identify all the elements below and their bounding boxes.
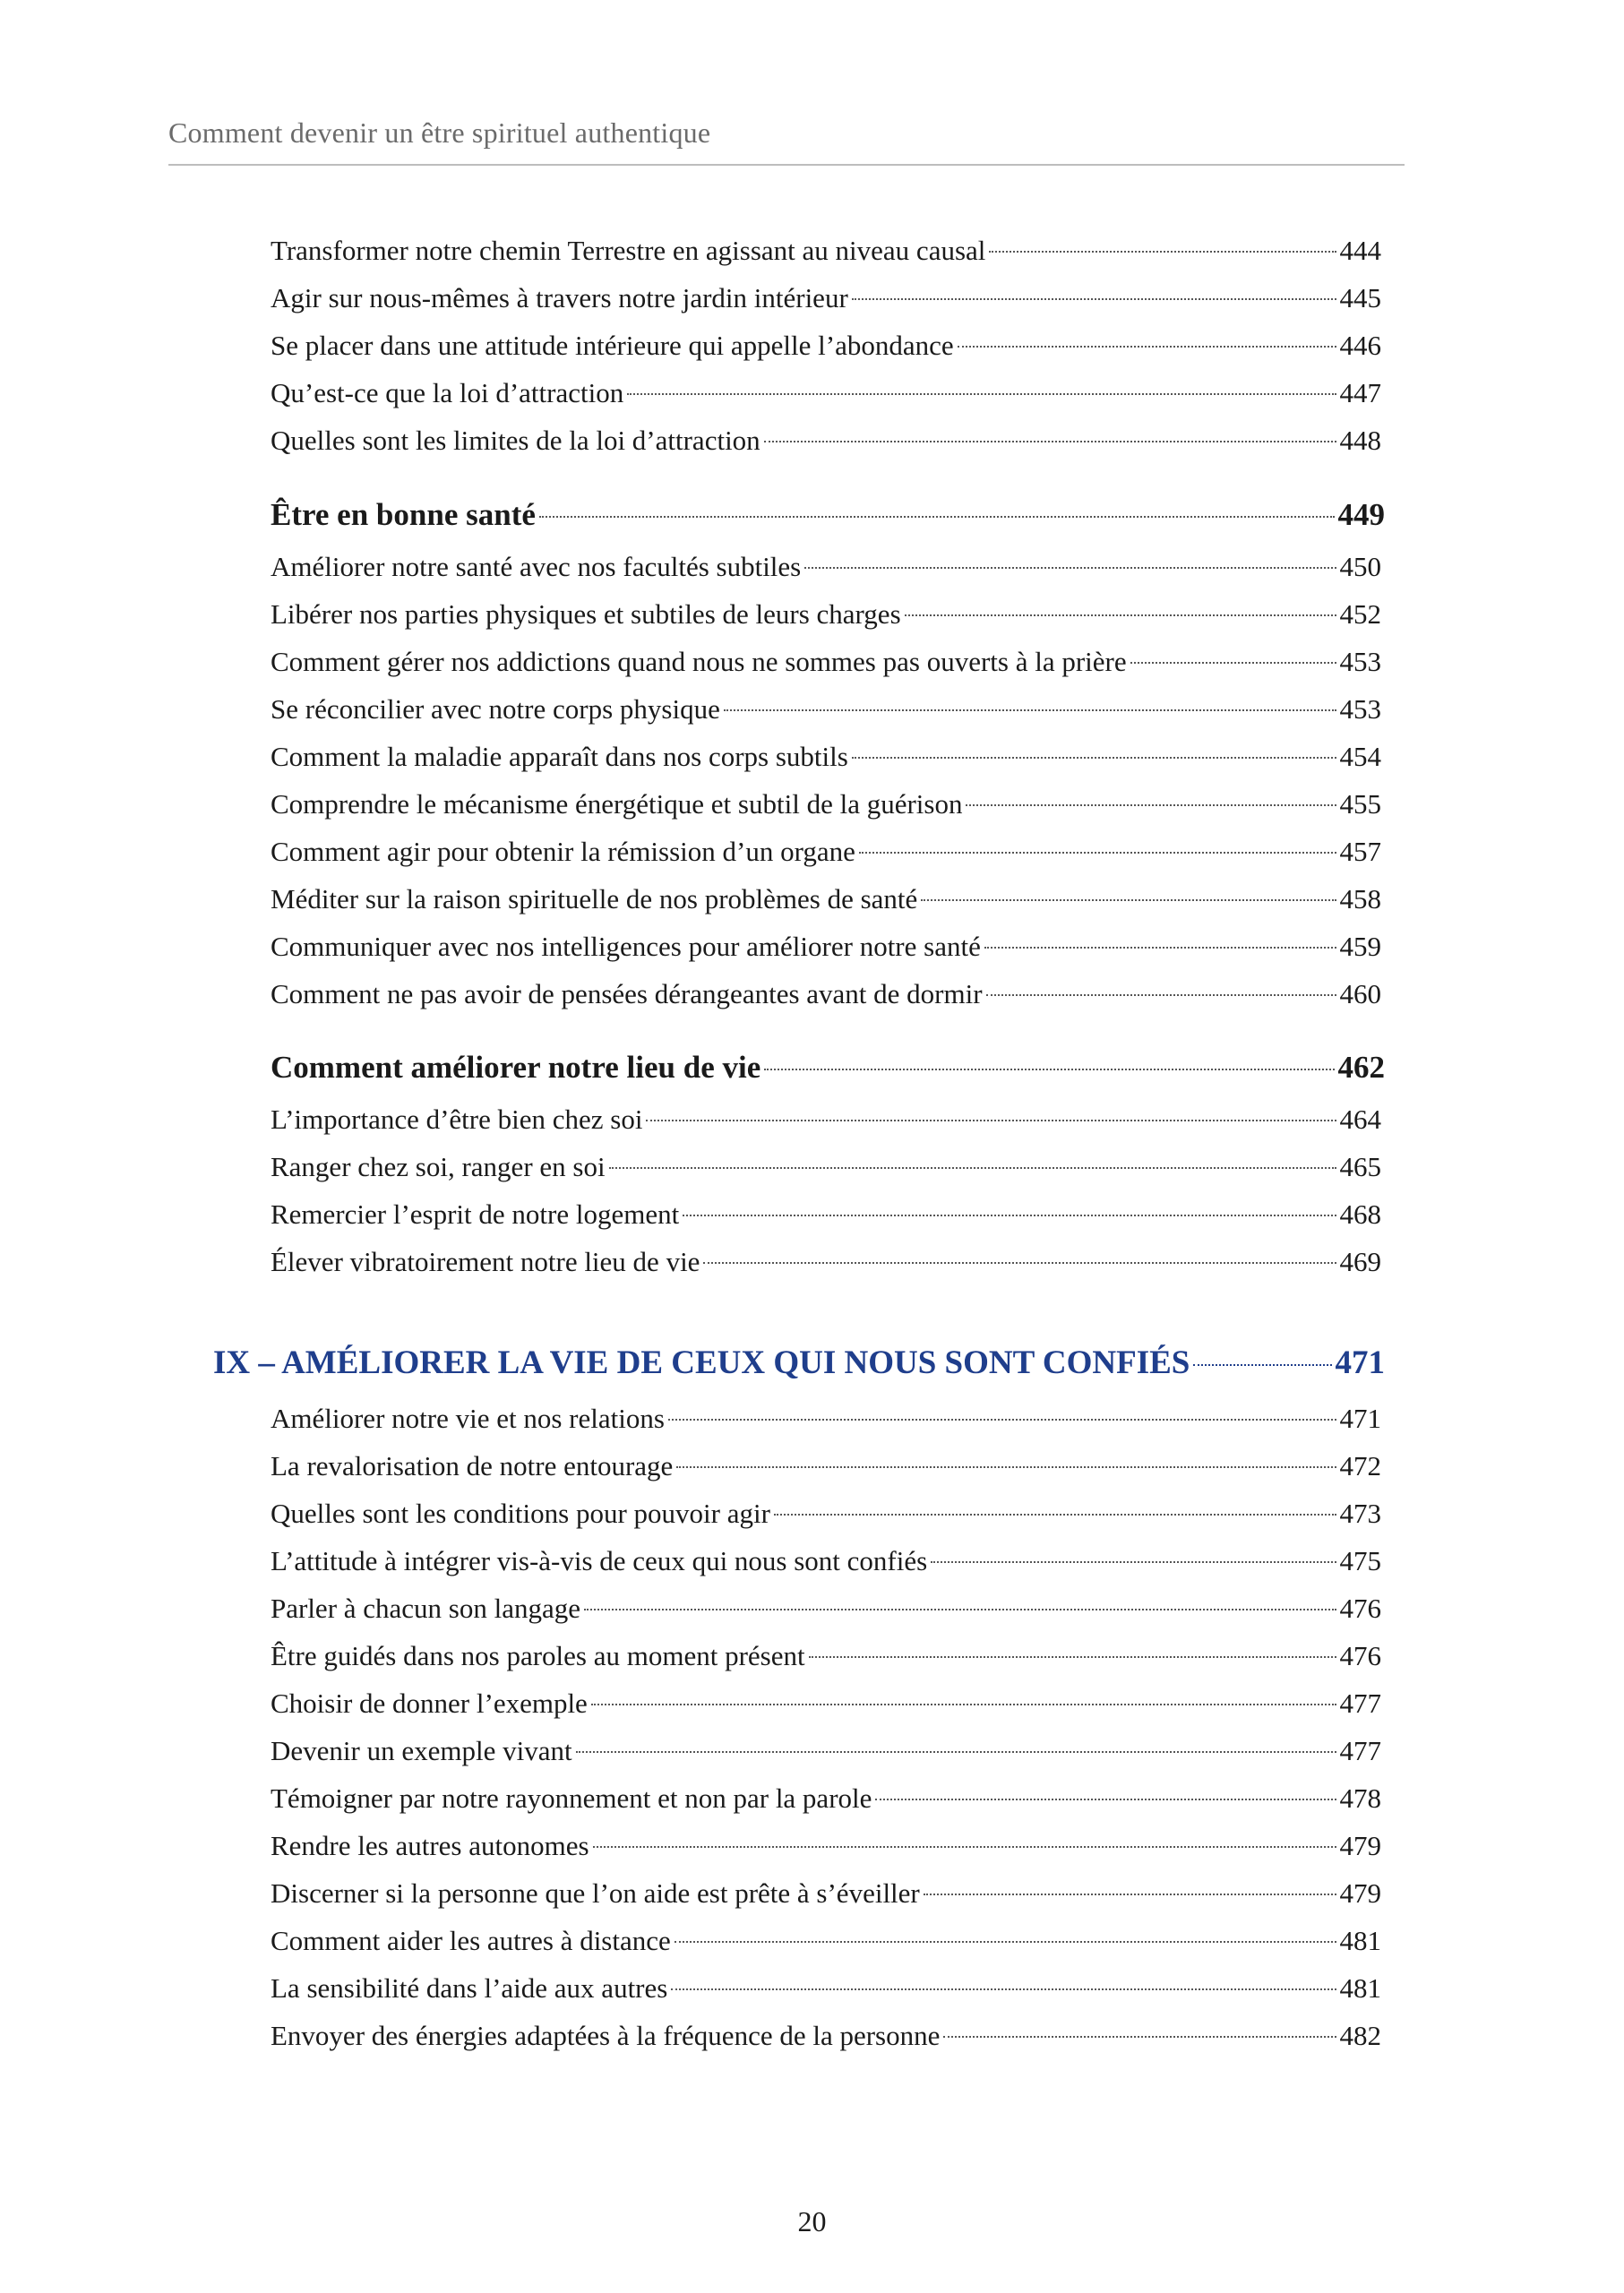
toc-entry-title: Envoyer des énergies adaptées à la fréquence de la personne — [271, 2020, 941, 2051]
toc-entry[interactable] — [271, 377, 1381, 424]
toc-entry-page: 476 — [1339, 1640, 1381, 1671]
toc-dot-leader — [921, 899, 1336, 901]
page-number: 20 — [797, 2205, 827, 2237]
toc-entry-page: 444 — [1339, 235, 1381, 266]
toc-entry[interactable] — [271, 1151, 1381, 1198]
toc-dot-leader — [875, 1799, 1336, 1800]
toc-entry-title: Comment gérer nos addictions quand nous ne sommes pas ouverts à la prière — [271, 646, 1127, 677]
toc-entry[interactable] — [271, 1403, 1381, 1449]
toc-entry[interactable] — [271, 425, 1381, 471]
toc-dot-leader — [539, 516, 1335, 518]
toc-entry-title: Témoigner par notre rayonnement et non par la parole — [271, 1782, 872, 1814]
toc-dot-leader — [852, 298, 1336, 300]
toc-section-title: Comment améliorer notre lieu de vie — [271, 1050, 761, 1085]
toc-entry[interactable] — [271, 1246, 1381, 1292]
toc-dot-leader — [859, 852, 1336, 854]
toc-entry-title: Se réconcilier avec notre corps physique — [271, 693, 720, 725]
toc-entry-page: 468 — [1339, 1198, 1381, 1230]
toc-entry[interactable] — [271, 646, 1381, 692]
toc-entry-page: 460 — [1339, 978, 1381, 1009]
toc-dot-leader — [924, 1894, 1336, 1895]
toc-section-page: 462 — [1337, 1050, 1385, 1085]
toc-dot-leader — [683, 1215, 1336, 1216]
toc-dot-leader — [676, 1466, 1336, 1468]
toc-entry-page: 477 — [1339, 1688, 1381, 1719]
toc-entry-page: 478 — [1339, 1782, 1381, 1814]
toc-entry[interactable] — [271, 1782, 1381, 1829]
toc-entry-title: Améliorer notre santé avec nos facultés subtiles — [271, 551, 802, 582]
toc-entry[interactable] — [271, 1830, 1381, 1876]
toc-entry-title: Méditer sur la raison spirituelle de nos problèmes de santé — [271, 883, 918, 915]
toc-section-heading[interactable] — [271, 497, 1385, 547]
toc-dot-leader — [627, 393, 1336, 395]
toc-dot-leader — [609, 1167, 1336, 1169]
toc-dot-leader — [989, 251, 1336, 253]
toc-section-page: 449 — [1337, 497, 1385, 532]
toc-entry-page: 445 — [1339, 282, 1381, 313]
toc-dot-leader — [1193, 1364, 1331, 1366]
toc-dot-leader — [986, 994, 1336, 996]
toc-entry-page: 481 — [1339, 1925, 1381, 1956]
toc-entry-page: 481 — [1339, 1972, 1381, 2004]
toc-entry-title: Élever vibratoirement notre lieu de vie — [271, 1246, 700, 1277]
toc-entry-page: 446 — [1339, 330, 1381, 361]
toc-entry-title: Remercier l’esprit de notre logement — [271, 1198, 680, 1230]
toc-dot-leader — [576, 1751, 1336, 1753]
toc-entry[interactable] — [271, 1925, 1381, 1971]
toc-entry[interactable] — [271, 1877, 1381, 1924]
toc-dot-leader — [852, 757, 1336, 759]
toc-entry-title: Agir sur nous-mêmes à travers notre jardin intérieur — [271, 282, 848, 313]
toc-entry[interactable] — [271, 1498, 1381, 1544]
toc-dot-leader — [646, 1120, 1336, 1121]
toc-entry-page: 450 — [1339, 551, 1381, 582]
toc-entry-page: 452 — [1339, 598, 1381, 630]
toc-entry-page: 479 — [1339, 1830, 1381, 1861]
toc-entry-title: Libérer nos parties physiques et subtiles de leurs charges — [271, 598, 901, 630]
toc-chapter-heading[interactable] — [213, 1344, 1385, 1397]
toc-entry[interactable] — [271, 598, 1381, 645]
toc-entry-page: 473 — [1339, 1498, 1381, 1529]
toc-entry-title: Se placer dans une attitude intérieure qui appelle l’abondance — [271, 330, 954, 361]
toc-entry-page: 477 — [1339, 1735, 1381, 1766]
toc-entry[interactable] — [271, 1450, 1381, 1497]
toc-dot-leader — [593, 1846, 1336, 1848]
toc-dot-leader — [1130, 662, 1336, 664]
toc-dot-leader — [905, 614, 1336, 616]
toc-entry-page: 469 — [1339, 1246, 1381, 1277]
toc-entry-title: Discerner si la personne que l’on aide est prête à s’éveiller — [271, 1877, 920, 1909]
toc-entry-page: 455 — [1339, 788, 1381, 820]
toc-section-title: Être en bonne santé — [271, 497, 536, 532]
toc-entry[interactable] — [271, 836, 1381, 882]
toc-entry[interactable] — [271, 1972, 1381, 2019]
toc-dot-leader — [675, 1941, 1336, 1943]
toc-entry[interactable] — [271, 282, 1381, 329]
toc-dot-leader — [774, 1514, 1336, 1516]
toc-entry[interactable] — [271, 788, 1381, 835]
toc-entry-page: 453 — [1339, 693, 1381, 725]
toc-entry-title: Comment aider les autres à distance — [271, 1925, 671, 1956]
toc-entry[interactable] — [271, 551, 1381, 597]
running-header-title: Comment devenir un être spirituel authentique — [168, 116, 711, 149]
toc-entry[interactable] — [271, 931, 1381, 977]
toc-entry[interactable] — [271, 1545, 1381, 1592]
header-divider — [168, 164, 1405, 166]
toc-dot-leader — [984, 947, 1336, 949]
toc-dot-leader — [724, 709, 1336, 711]
toc-dot-leader — [668, 1419, 1336, 1421]
toc-entry[interactable] — [271, 1104, 1381, 1150]
toc-entry-title: Parler à chacun son langage — [271, 1593, 581, 1624]
toc-entry-page: 472 — [1339, 1450, 1381, 1481]
toc-entry[interactable] — [271, 883, 1381, 930]
toc-entry-title: Comment la maladie apparaît dans nos corps subtils — [271, 741, 848, 772]
toc-entry[interactable] — [271, 1688, 1381, 1734]
toc-entry[interactable] — [271, 741, 1381, 787]
toc-dot-leader — [703, 1262, 1336, 1264]
toc-entry-title: Rendre les autres autonomes — [271, 1830, 589, 1861]
toc-dot-leader — [966, 804, 1336, 806]
toc-entry-title: Devenir un exemple vivant — [271, 1735, 572, 1766]
toc-entry-title: Ranger chez soi, ranger en soi — [271, 1151, 606, 1182]
toc-entry-title: Comment agir pour obtenir la rémission d’un organe — [271, 836, 855, 867]
toc-chapter-page: 471 — [1335, 1344, 1385, 1381]
toc-entry-page: 457 — [1339, 836, 1381, 867]
toc-entry[interactable] — [271, 1735, 1381, 1782]
toc-dot-leader — [809, 1656, 1336, 1658]
toc-entry-page: 476 — [1339, 1593, 1381, 1624]
toc-entry-page: 453 — [1339, 646, 1381, 677]
toc-entry[interactable] — [271, 330, 1381, 376]
toc-entry-title: L’attitude à intégrer vis-à-vis de ceux qui nous sont confiés — [271, 1545, 928, 1576]
toc-entry-title: Communiquer avec nos intelligences pour améliorer notre santé — [271, 931, 981, 962]
toc-entry-title: Quelles sont les conditions pour pouvoir agir — [271, 1498, 770, 1529]
toc-entry[interactable] — [271, 1593, 1381, 1639]
toc-entry-title: Être guidés dans nos paroles au moment présent — [271, 1640, 805, 1671]
toc-entry[interactable] — [271, 978, 1381, 1025]
toc-entry-title: Comment ne pas avoir de pensées dérangeantes avant de dormir — [271, 978, 983, 1009]
toc-entry-title: La revalorisation de notre entourage — [271, 1450, 674, 1481]
toc-entry[interactable] — [271, 1640, 1381, 1687]
toc-section-heading[interactable] — [271, 1050, 1385, 1100]
toc-entry-title: L’importance d’être bien chez soi — [271, 1104, 643, 1135]
toc-entry-page: 479 — [1339, 1877, 1381, 1909]
toc-entry[interactable] — [271, 235, 1381, 281]
toc-dot-leader — [958, 346, 1336, 348]
toc-entry-page: 454 — [1339, 741, 1381, 772]
toc-dot-leader — [671, 1988, 1336, 1990]
toc-entry[interactable] — [271, 693, 1381, 740]
toc-entry[interactable] — [271, 2020, 1381, 2066]
toc-dot-leader — [591, 1704, 1336, 1705]
toc-chapter-title: IX – AMÉLIORER LA VIE DE CEUX QUI NOUS SONT CONFIÉS — [213, 1344, 1190, 1381]
toc-entry-title: Transformer notre chemin Terrestre en agissant au niveau causal — [271, 235, 986, 266]
toc-entry-page: 465 — [1339, 1151, 1381, 1182]
toc-entry-page: 448 — [1339, 425, 1381, 456]
toc-entry-page: 482 — [1339, 2020, 1381, 2051]
toc-entry-page: 464 — [1339, 1104, 1381, 1135]
toc-dot-leader — [584, 1609, 1336, 1610]
toc-entry-title: Qu’est-ce que la loi d’attraction — [271, 377, 624, 408]
toc-entry-page: 475 — [1339, 1545, 1381, 1576]
toc-dot-leader — [943, 2036, 1336, 2038]
toc-dot-leader — [764, 1069, 1334, 1070]
toc-dot-leader — [764, 441, 1336, 442]
toc-entry-title: Quelles sont les limites de la loi d’attraction — [271, 425, 760, 456]
toc-entry-title: Comprendre le mécanisme énergétique et subtil de la guérison — [271, 788, 963, 820]
toc-entry[interactable] — [271, 1198, 1381, 1245]
toc-entry-page: 459 — [1339, 931, 1381, 962]
toc-entry-title: Choisir de donner l’exemple — [271, 1688, 588, 1719]
toc-entry-page: 447 — [1339, 377, 1381, 408]
toc-entry-page: 471 — [1339, 1403, 1381, 1434]
toc-entry-title: La sensibilité dans l’aide aux autres — [271, 1972, 668, 2004]
toc-entry-title: Améliorer notre vie et nos relations — [271, 1403, 665, 1434]
toc-entry-page: 458 — [1339, 883, 1381, 915]
toc-dot-leader — [931, 1561, 1336, 1563]
toc-dot-leader — [804, 567, 1336, 569]
